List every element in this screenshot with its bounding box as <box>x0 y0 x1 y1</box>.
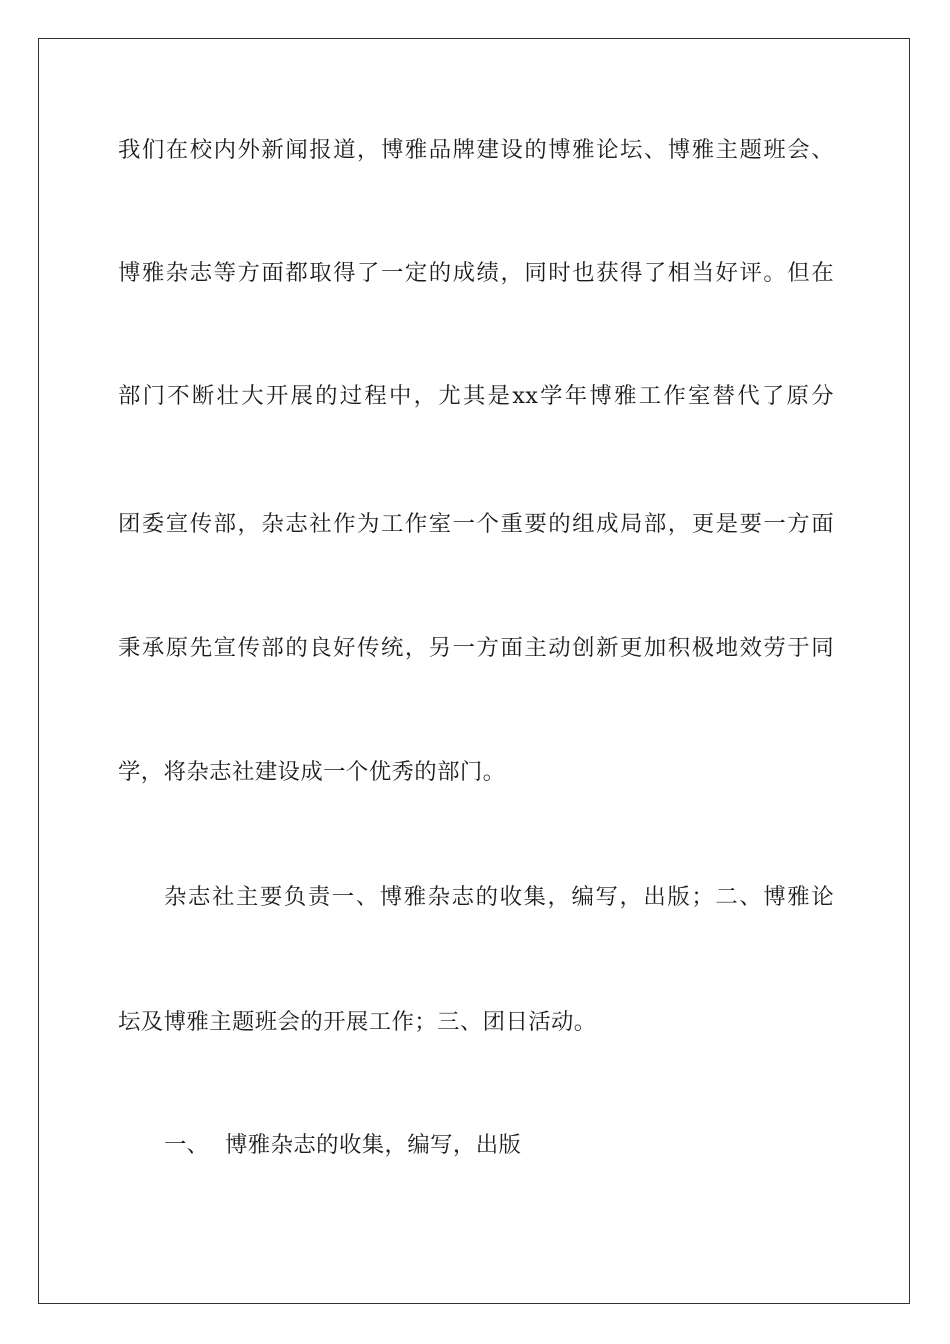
page-border <box>38 38 910 1304</box>
paragraph-line: 我们在校内外新闻报道，博雅品牌建设的博雅论坛、博雅主题班会、 <box>118 137 834 163</box>
paragraph-line: 坛及博雅主题班会的开展工作；三、团日活动。 <box>118 1009 597 1035</box>
paragraph-line: 团委宣传部，杂志社作为工作室一个重要的组成局部，更是要一方面 <box>118 511 834 537</box>
section-title: 博雅杂志的收集，编写，出版 <box>225 1132 522 1158</box>
section-number: 一、 <box>164 1132 209 1158</box>
paragraph-line: 博雅杂志等方面都取得了一定的成绩，同时也获得了相当好评。但在 <box>118 260 834 286</box>
paragraph-line: 部门不断壮大开展的过程中，尤其是xx学年博雅工作室替代了原分 <box>118 383 834 409</box>
paragraph-line: 学，将杂志社建设成一个优秀的部门。 <box>118 759 506 785</box>
paragraph-line: 杂志社主要负责一、博雅杂志的收集，编写，出版；二、博雅论 <box>164 884 834 910</box>
paragraph-line: 秉承原先宣传部的良好传统，另一方面主动创新更加积极地效劳于同 <box>118 635 834 661</box>
